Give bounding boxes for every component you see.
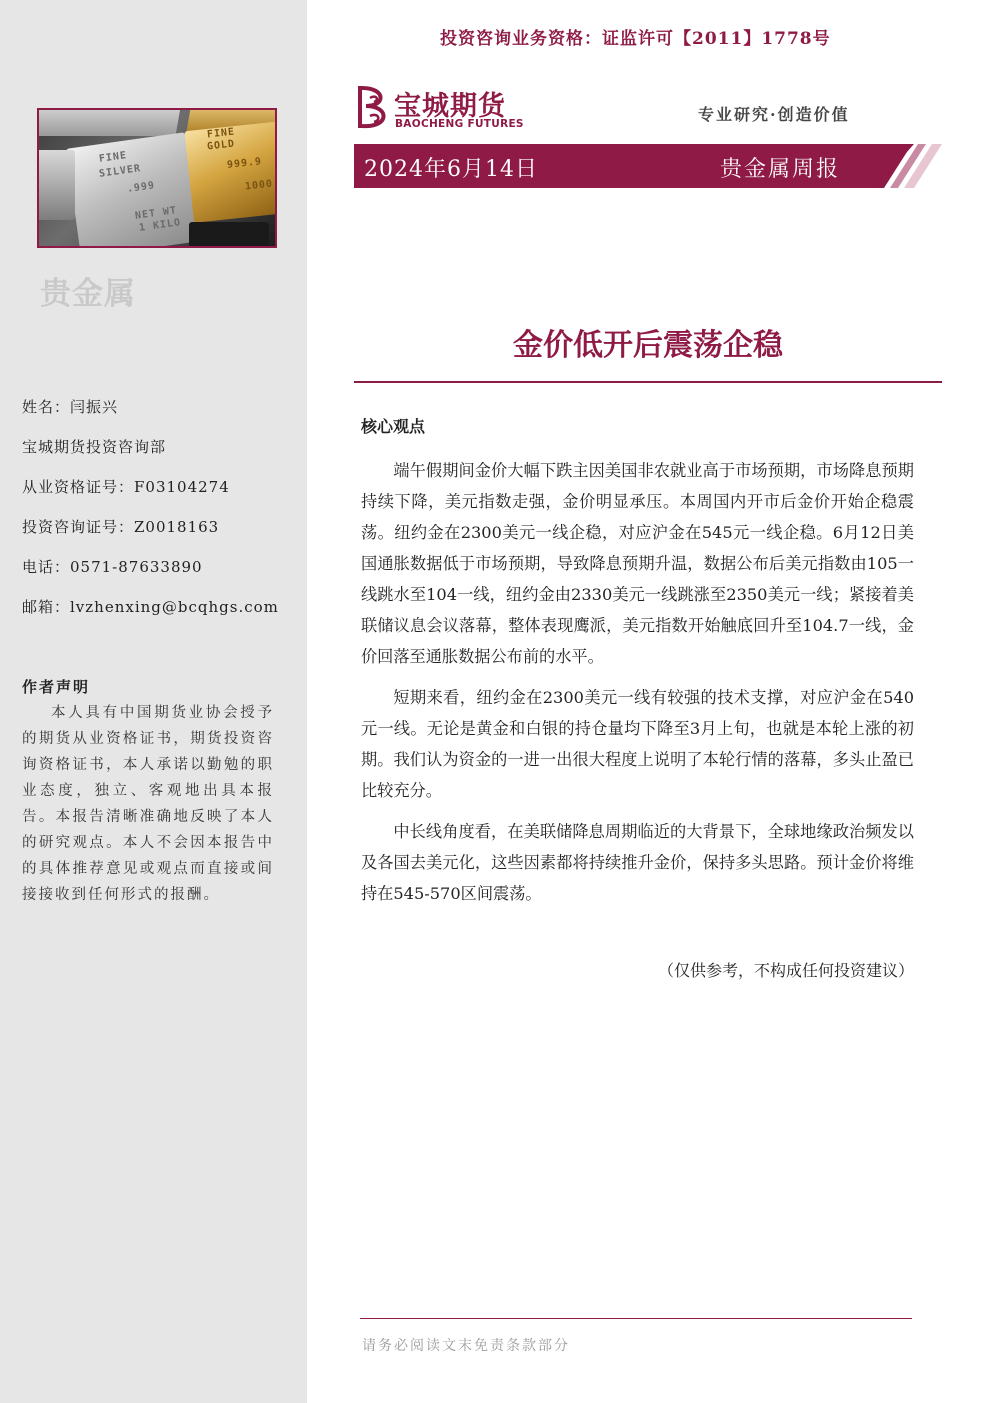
consult-number: 投资咨询证号：Z0018163 xyxy=(22,518,220,536)
silver-bar-back xyxy=(37,108,183,136)
silver-label-line1: FINE xyxy=(98,150,128,165)
gold-label-line2: GOLD xyxy=(206,138,236,153)
department: 宝城期货投资咨询部 xyxy=(22,438,167,456)
baocheng-logo-icon xyxy=(356,84,390,130)
paragraph: 短期来看，纽约金在2300美元一线有较强的技术支撑，对应沪金在540元一线。无论是黄金和白银的持仓量均下降至3月上旬，也就是本轮上涨的初期。我们认为资金的一进一出很大程度上说明了本轮行情的落幕，多头止盈已比较充分。 xyxy=(361,688,914,800)
phone: 电话：0571-87633890 xyxy=(22,558,203,576)
silver-purity: .999 xyxy=(126,180,156,195)
report-body xyxy=(361,455,914,919)
banner-stripes xyxy=(860,144,942,188)
gold-purity: 999.9 xyxy=(226,156,263,171)
statement-title: 作者声明 xyxy=(22,678,91,696)
analyst-name: 姓名：闫振兴 xyxy=(22,398,119,416)
paragraph: 端午假期间金价大幅下跌主因美国非农就业高于市场预期，市场降息预期持续下降，美元指数走强，金价明显承压。本周国内开市后金价开始企稳震荡。纽约金在2300美元一线企稳，对应沪金在545元一线企稳。6月12日美国通胀数据低于市场预期，导致降息预期升温，数据公布后美元指数由105一线跳水至104一线，纽约金由2330美元一线跳涨至2350美元一线；紧接着美联储议息会议落幕，整体表现鹰派，美元指数开始触底回升至104.7一线，金价回落至通胀数据公布前的水平。 xyxy=(361,461,914,666)
report-type: 贵金属周报 xyxy=(720,157,841,182)
disclaimer-note: （仅供参考，不构成任何投资建议） xyxy=(657,961,914,980)
statement-body: 本人具有中国期货业协会授予的期货从业资格证书，期货投资咨询资格证书，本人承诺以勤勉的职业态度，独立、客观地出具本报告。本报告清晰准确地反映了本人的研究观点。本人不会因本报告中的具体推荐意见或观点而直接或间接接收到任何形式的报酬。 xyxy=(22,705,274,903)
sidebar xyxy=(0,0,307,1403)
precious-metals-image xyxy=(37,108,277,248)
qualification-number: 从业资格证号：F03104274 xyxy=(22,478,230,496)
silver-label-line2: SILVER xyxy=(98,163,142,180)
slogan: 专业研究·创造价值 xyxy=(698,105,850,124)
core-view-heading: 核心观点 xyxy=(361,417,426,436)
footer-divider xyxy=(360,1318,912,1319)
logo-name-en: BAOCHENG FUTURES xyxy=(395,118,524,130)
silver-bar-left xyxy=(37,150,75,220)
paragraph: 中长线角度看，在美联储降息周期临近的大背景下，全球地缘政治频发以及各国去美元化，这些因素都将持续推升金价，保持多头思路。预计金价将维持在545-570区间震荡。 xyxy=(361,822,914,903)
email[interactable]: 邮箱：lvzhenxing@bcqhgs.com xyxy=(22,598,279,616)
silver-weight-line1: NET WT xyxy=(134,205,178,222)
report-title: 金价低开后震荡企稳 xyxy=(513,328,783,363)
gold-weight: 1000 xyxy=(244,178,274,193)
report-date: 2024年6月14日 xyxy=(364,157,538,182)
silver-weight-line2: 1 KILO xyxy=(138,217,182,234)
logo-name-cn: 宝城期货 xyxy=(394,91,506,122)
section-label: 贵金属 xyxy=(40,276,136,312)
gold-label-line1: FINE xyxy=(206,126,236,141)
title-divider xyxy=(354,381,942,383)
footer-disclaimer-link[interactable]: 请务必阅读文末免责条款部分 xyxy=(362,1338,570,1354)
bar-shadow xyxy=(189,222,269,248)
license-line: 投资咨询业务资格：证监许可【2011】1778号 xyxy=(440,29,831,49)
